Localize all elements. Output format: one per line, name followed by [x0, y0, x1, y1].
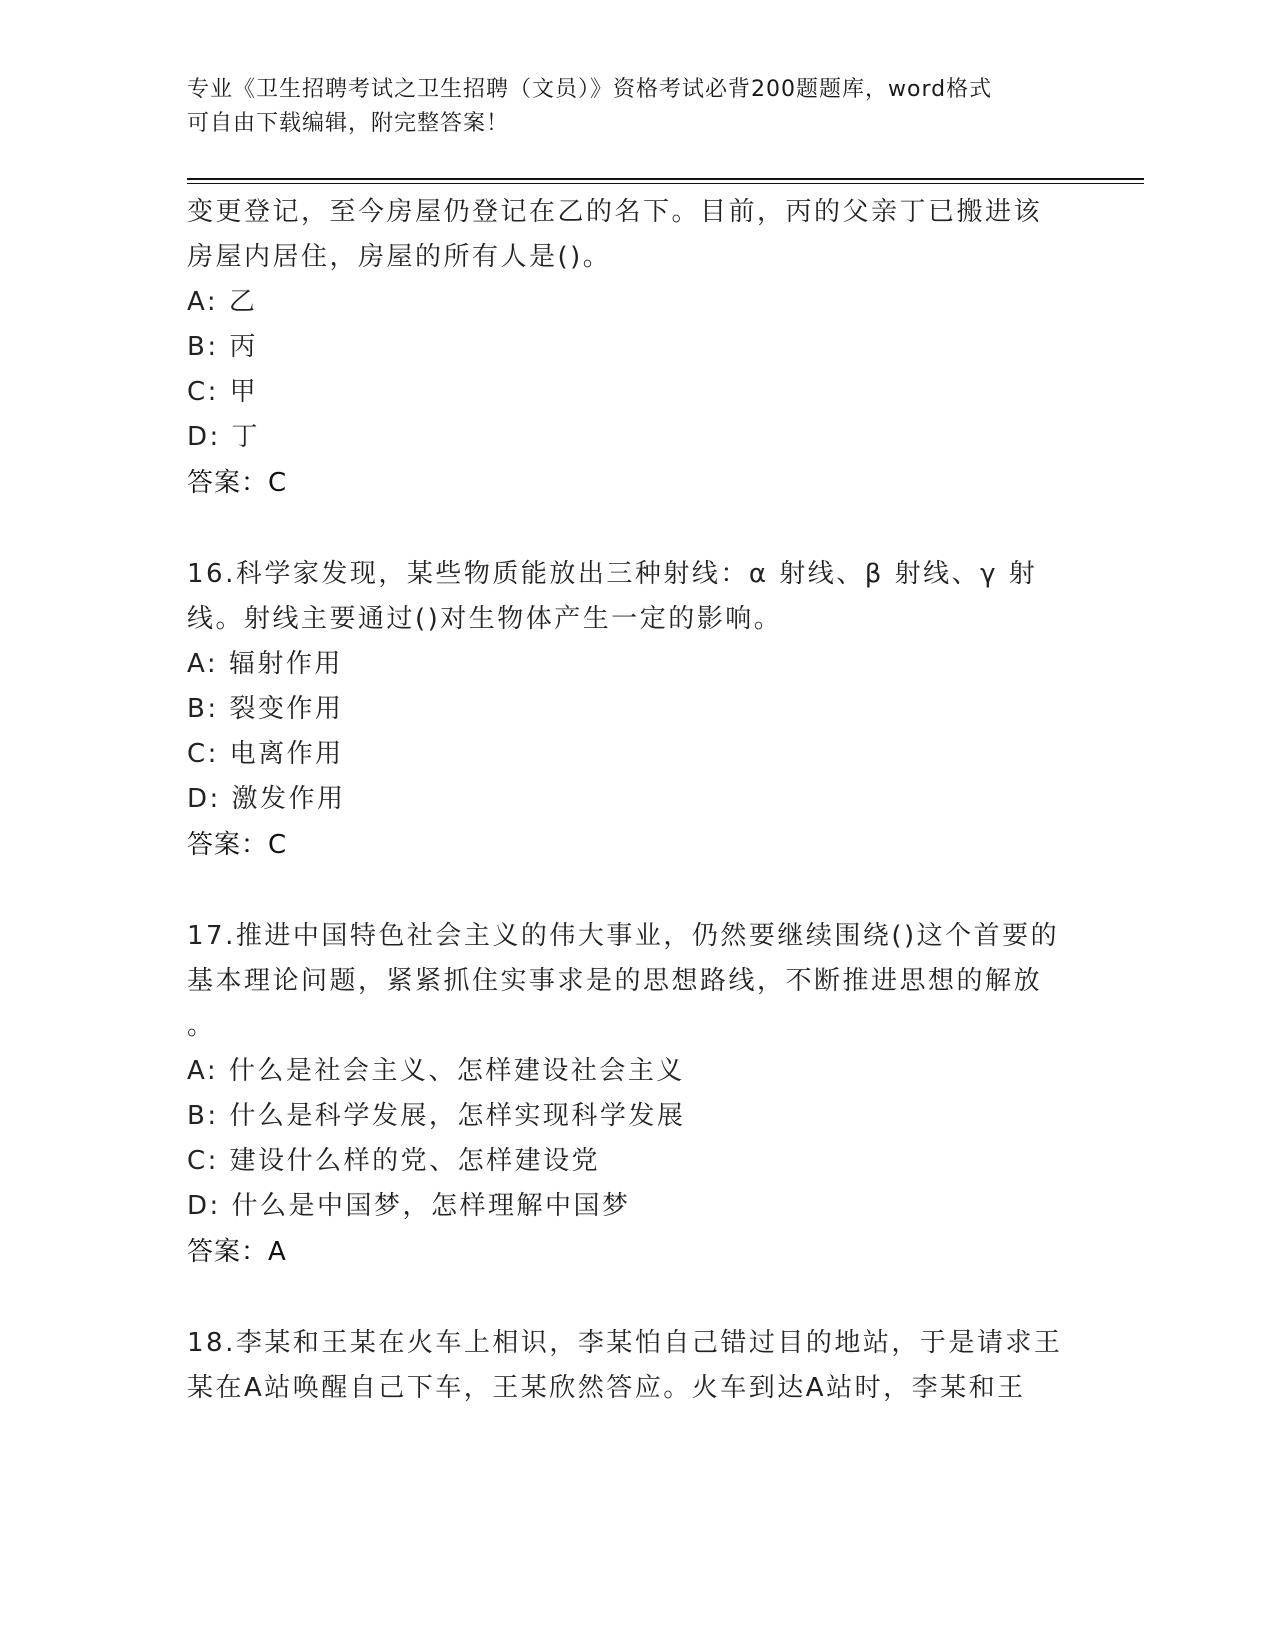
- option-b: B: 什么是科学发展，怎样实现科学发展: [187, 1101, 686, 1131]
- question-stem-line: 。: [187, 1011, 216, 1041]
- option-d: D: 激发作用: [187, 784, 346, 814]
- answer-label: 答案：A: [187, 1237, 287, 1267]
- option-c: C: 建设什么样的党、怎样建设党: [187, 1146, 601, 1176]
- question-stem-line: 房屋内居住，房屋的所有人是()。: [187, 242, 612, 272]
- header-title-line-2: 可自由下载编辑，附完整答案！: [187, 111, 510, 136]
- header-divider-thick: [187, 178, 1144, 180]
- spacer: [187, 506, 1067, 552]
- question-stem-line: 某在A站唤醒自己下车，王某欣然答应。火车到达A站时，李某和王: [187, 1373, 1026, 1403]
- option-a: A: 什么是社会主义、怎样建设社会主义: [187, 1056, 685, 1086]
- question-16: [187, 552, 1067, 868]
- option-b: B: 裂变作用: [187, 694, 344, 724]
- option-a: A: 乙: [187, 287, 258, 317]
- answer-label: 答案：C: [187, 830, 288, 860]
- option-a: A: 辐射作用: [187, 649, 343, 679]
- option-c: C: 甲: [187, 377, 259, 407]
- question-stem-line: 18.李某和王某在火车上相识，李某怕自己错过目的地站，于是请求王: [187, 1328, 1063, 1358]
- question-stem-line: 16.科学家发现，某些物质能放出三种射线：α 射线、β 射线、γ 射: [187, 559, 1038, 589]
- spacer: [187, 1275, 1067, 1321]
- header-divider-thin: [187, 183, 1144, 184]
- document-body: [187, 190, 1067, 1411]
- question-15-continuation: [187, 190, 1067, 506]
- question-stem-line: 变更登记，至今房屋仍登记在乙的名下。目前，丙的父亲丁已搬进该: [187, 197, 1043, 227]
- answer-label: 答案：C: [187, 468, 288, 498]
- question-17: [187, 914, 1067, 1275]
- option-d: D: 丁: [187, 422, 261, 452]
- option-c: C: 电离作用: [187, 739, 344, 769]
- question-stem-line: 基本理论问题，紧紧抓住实事求是的思想路线，不断推进思想的解放: [187, 966, 1043, 996]
- option-b: B: 丙: [187, 332, 258, 362]
- page-header: [187, 73, 1067, 141]
- header-title-line-1: 专业《卫生招聘考试之卫生招聘（文员）》资格考试必背200题题库，word格式: [187, 77, 993, 102]
- question-stem-line: 线。射线主要通过()对生物体产生一定的影响。: [187, 604, 783, 634]
- question-stem-line: 17.推进中国特色社会主义的伟大事业，仍然要继续围绕()这个首要的: [187, 921, 1060, 951]
- spacer: [187, 868, 1067, 914]
- question-18: [187, 1321, 1067, 1411]
- option-d: D: 什么是中国梦，怎样理解中国梦: [187, 1191, 631, 1221]
